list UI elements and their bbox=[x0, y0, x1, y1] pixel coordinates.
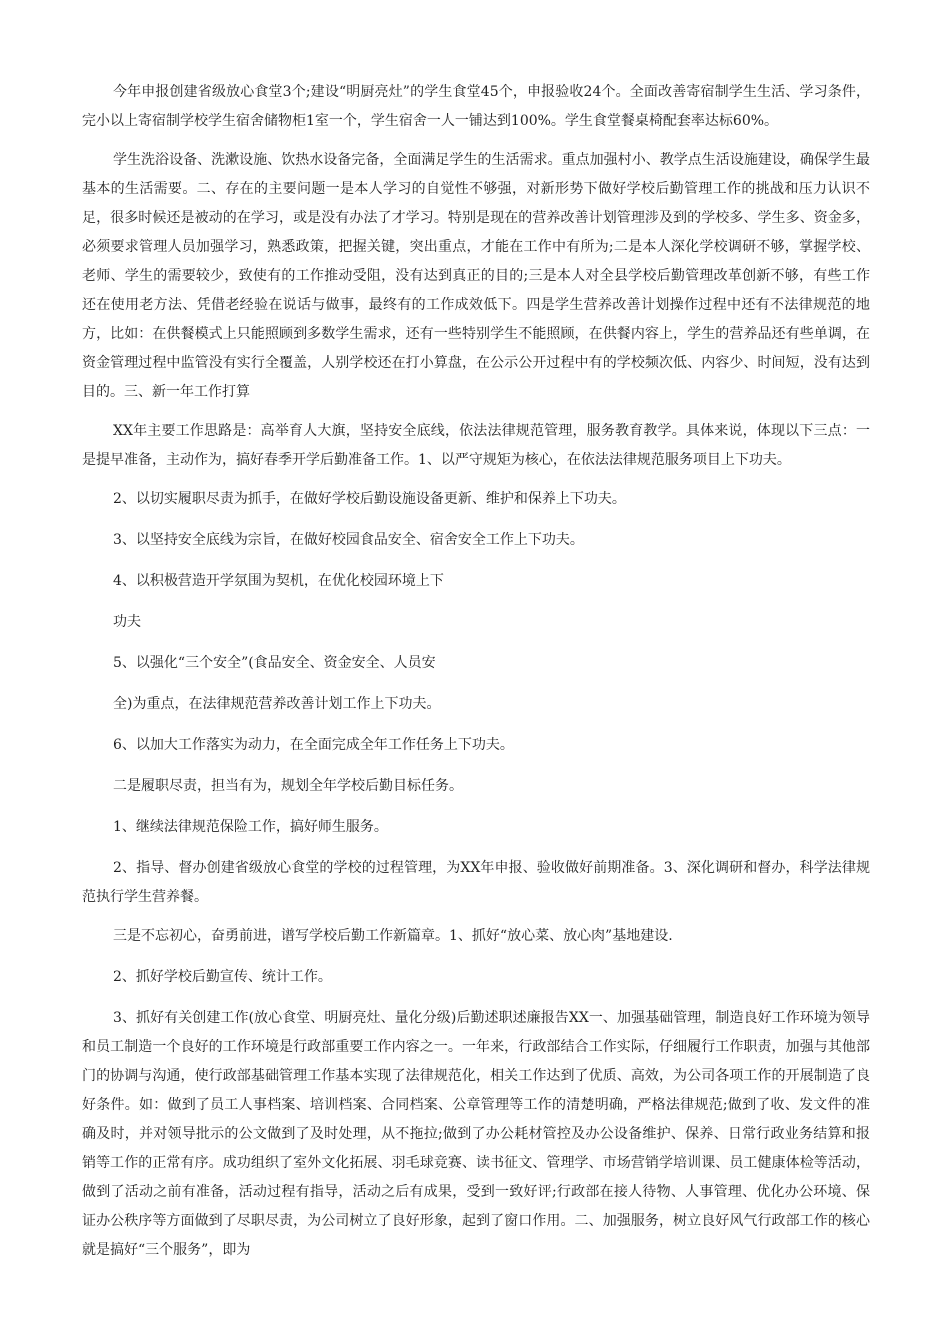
list-line: 2、抓好学校后勤宣传、统计工作。 bbox=[113, 969, 332, 985]
list-line: 2、以切实履职尽责为抓手，在做好学校后勤设施设备更新、维护和保养上下功夫。 bbox=[113, 491, 626, 507]
list-line: 功夫 bbox=[113, 614, 141, 630]
list-line: 6、以加大工作落实为动力，在全面完成全年工作任务上下功夫。 bbox=[113, 737, 514, 753]
paragraph: 今年申报创建省级放心食堂3个;建设“明厨亮灶”的学生食堂45个，申报验收24个。全面改善寄宿制学生生活、学习条件，完小以上寄宿制学校学生宿舍储物柜1室一个，学生宿舍一人一铺达到100%。学生食堂餐桌椅配套率达标60%。 bbox=[82, 84, 870, 129]
paragraph: 学生洗浴设备、洗漱设施、饮热水设备完备，全面满足学生的生活需求。重点加强村小、教学点生活设施建设，确保学生最基本的生活需要。二、存在的主要问题一是本人学习的自觉性不够强，对新形势下做好学校后勤管理工作的挑战和压力认识不足，很多时候还是被动的在学习，或是没有办法了才学习。特别是现在的营养改善计划管理涉及到的学校多、学生多、资金多，必须要求管理人员加强学习，熟悉政策，把握关键，突出重点，才能在工作中有所为;二是本人深化学校调研不够，掌握学校、老师、学生的需要较少，致使有的工作推动受阻，没有达到真正的目的;三是本人对全县学校后勤管理改革创新不够，有些工作还在使用老方法、凭借老经验在说话与做事，最终有的工作成效低下。四是学生营养改善计划操作过程中还有不法律规范的地方，比如：在供餐模式上只能照顾到多数学生需求，还有一些特别学生不能照顾，在供餐内容上，学生的营养品还有些单调，在资金管理过程中监管没有实行全覆盖，人别学校还在打小算盘，在公示公开过程中有的学校频次低、内容少、时间短，没有达到目的。三、新一年工作打算 bbox=[82, 152, 870, 400]
list-line: 二是履职尽责，担当有为，规划全年学校后勤目标任务。 bbox=[113, 778, 463, 794]
paragraph: 3、抓好有关创建工作(放心食堂、明厨亮灶、量化分级)后勤述职述廉报告XX一、加强基础管理，制造良好工作环境为领导和员工制造一个良好的工作环境是行政部重要工作内容之一。一年来，行政部结合工作实际，仔细履行工作职责，加强与其他部门的协调与沟通，使行政部基础管理工作基本实现了法律规范化，相关工作达到了优质、高效，为公司各项工作的开展制造了良好条件。如：做到了员工人事档案、培训档案、合同档案、公章管理等工作的清楚明确，严格法律规范;做到了收、发文件的准确及时，并对领导批示的公文做到了及时处理，从不拖拉;做到了办公耗材管控及办公设备维护、保养、日常行政业务结算和报销等工作的正常有序。成功组织了室外文化拓展、羽毛球竞赛、读书征文、管理学、市场营销学培训课、员工健康体检等活动，做到了活动之前有准备，活动过程有指导，活动之后有成果，受到一致好评;行政部在接人待物、人事管理、优化办公环境、保证办公秩序等方面做到了尽职尽责，为公司树立了良好形象，起到了窗口作用。二、加强服务，树立良好风气行政部工作的核心就是搞好“三个服务”，即为 bbox=[82, 1010, 870, 1258]
list-line: 4、以积极营造开学氛围为契机，在优化校园环境上下 bbox=[113, 573, 444, 589]
list-line: 5、以强化“三个安全”(食品安全、资金安全、人员安 bbox=[113, 655, 436, 671]
paragraph: XX年主要工作思路是：高举育人大旗，坚持安全底线，依法法律规范管理，服务教育教学。具体来说，体现以下三点：一是提早准备，主动作为，搞好春季开学后勤准备工作。1、以严守规矩为核心，在依法法律规范服务项目上下功夫。 bbox=[82, 423, 870, 468]
list-line: 三是不忘初心，奋勇前进，谱写学校后勤工作新篇章。1、抓好“放心菜、放心肉”基地建设. bbox=[113, 928, 673, 944]
list-line: 3、以坚持安全底线为宗旨，在做好校园食品安全、宿舍安全工作上下功夫。 bbox=[113, 532, 584, 548]
list-line: 1、继续法律规范保险工作，搞好师生服务。 bbox=[113, 819, 388, 835]
list-line: 全)为重点，在法律规范营养改善计划工作上下功夫。 bbox=[113, 696, 441, 712]
paragraph: 2、指导、督办创建省级放心食堂的学校的过程管理，为XX年申报、验收做好前期准备。3、深化调研和督办，科学法律规范执行学生营养餐。 bbox=[82, 860, 870, 905]
